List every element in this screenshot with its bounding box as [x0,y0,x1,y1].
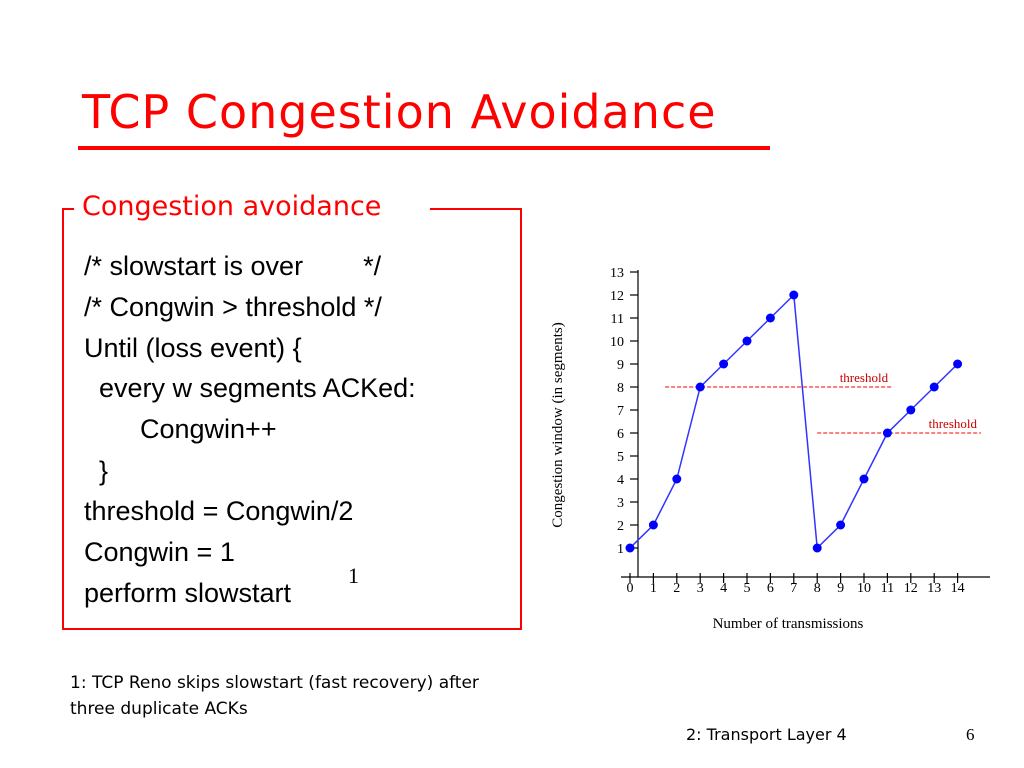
data-point [860,475,869,484]
y-tick-label: 6 [617,427,624,442]
data-points [626,291,963,553]
x-tick-label: 10 [857,581,871,596]
code-line-6: } [84,456,109,486]
data-point [626,544,635,553]
x-tick-label: 13 [927,581,942,596]
x-tick-label: 0 [626,581,634,596]
x-tick-label: 7 [790,581,798,596]
threshold-lines [665,370,981,433]
threshold-label: threshold [928,416,977,431]
y-tick-label: 9 [617,358,624,373]
data-point [789,291,798,300]
x-tick-label: 6 [766,581,774,596]
data-point [930,383,939,392]
data-point [766,314,775,323]
x-tick-label: 9 [837,581,845,596]
x-tick-label: 14 [950,581,965,596]
threshold-label: threshold [839,370,889,385]
data-point [906,406,915,415]
y-tick-label: 3 [617,496,624,511]
x-tick-label: 11 [880,581,895,596]
data-point [813,544,822,553]
y-tick-label: 13 [610,266,624,281]
data-point [672,475,681,484]
slide-title: TCP Congestion Avoidance [82,85,717,139]
y-tick-label: 12 [610,289,624,304]
y-tick-label: 2 [617,519,624,534]
data-point [719,360,728,369]
code-line-2: /* Congwin > threshold */ [84,292,382,322]
x-tick-label: 8 [813,581,821,596]
y-tick-label: 7 [617,404,624,419]
x-tick-label: 12 [903,581,918,596]
axis-ticks [610,266,965,596]
data-point [696,383,705,392]
y-tick-label: 11 [610,312,624,327]
x-axis-label: Number of transmissions [712,616,864,632]
x-tick-label: 5 [743,581,751,596]
data-point [836,521,845,530]
x-tick-label: 4 [720,581,728,596]
x-tick-label: 1 [649,581,657,596]
footnote-marker: 1 [348,563,359,588]
code-line-9: perform slowstart [84,578,292,608]
title-underline [78,146,770,150]
y-tick-label: 10 [610,335,624,350]
code-line-1: /* slowstart is over */ [84,251,382,281]
y-tick-label: 4 [617,473,624,488]
congestion-window-chart [530,255,1010,640]
data-point [743,337,752,346]
box-label: Congestion avoidance [82,191,382,222]
x-tick-label: 3 [696,581,704,596]
y-tick-label: 8 [617,381,624,396]
code-line-3: Until (loss event) { [84,333,302,363]
footer-section: 2: Transport Layer 4 [686,725,847,744]
congestion-window-line [630,295,958,548]
data-point [649,521,658,530]
data-point [883,429,892,438]
code-line-8: Congwin = 1 [84,537,235,567]
footnote: 1: TCP Reno skips slowstart (fast recovery) after three duplicate ACKs [70,673,479,719]
code-line-7: threshold = Congwin/2 [84,496,354,526]
data-point [953,360,962,369]
code-line-4: every w segments ACKed: [84,373,416,403]
code-line-5: Congwin++ [140,414,277,444]
y-tick-label: 1 [617,542,624,557]
y-axis-label: Congestion window (in segments) [550,322,566,528]
page-number: 6 [966,725,975,744]
x-tick-label: 2 [673,581,681,596]
y-tick-label: 5 [617,450,624,465]
